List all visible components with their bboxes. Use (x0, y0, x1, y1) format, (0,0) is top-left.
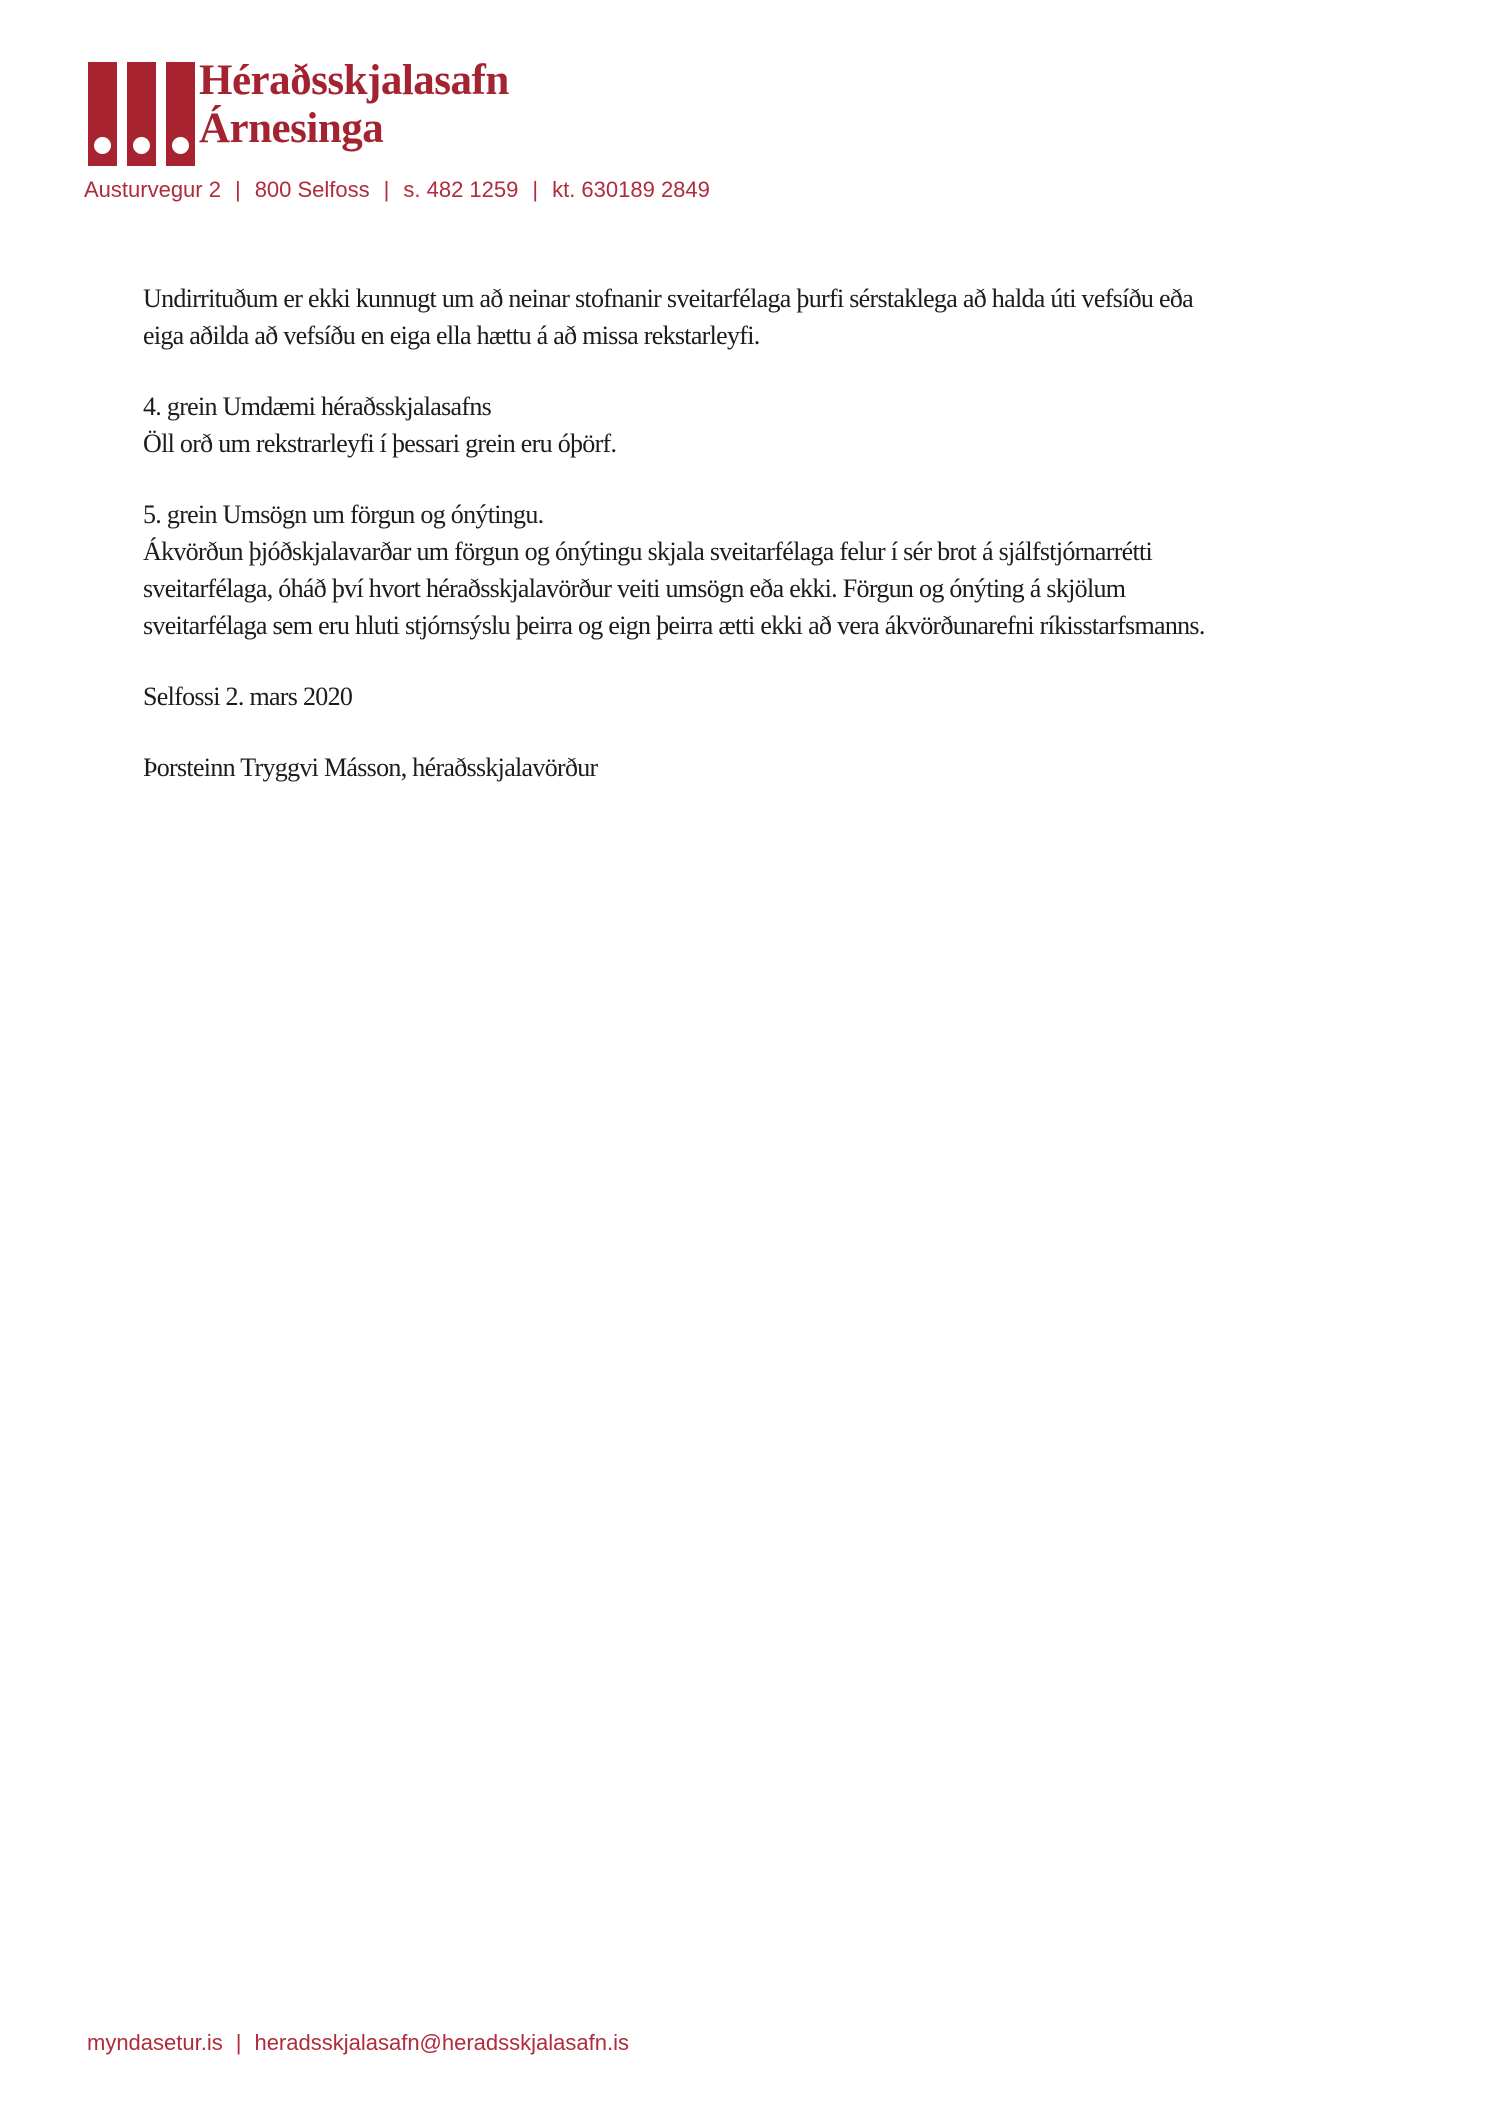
binder-icon (127, 62, 156, 166)
paragraph-dateline (143, 678, 1433, 715)
binder-icon (166, 62, 195, 166)
separator: | (383, 177, 390, 202)
binder-hole-icon (172, 137, 189, 154)
contact-postal: 800 Selfoss (254, 177, 370, 202)
footer-website: myndasetur.is (87, 2030, 223, 2055)
text-line: 4. grein Umdæmi héraðsskjalasafns (143, 392, 492, 421)
text-line: sveitarfélaga, óháð því hvort héraðsskjalavörður veiti umsögn eða ekki. Förgun og ónýting á skjölum (143, 574, 1126, 603)
dateline: Selfossi 2. mars 2020 (143, 682, 353, 711)
text-line: Öll orð um rekstrarleyfi í þessari grein eru óþörf. (143, 429, 617, 458)
separator: | (235, 2030, 242, 2055)
paragraph-article-5 (143, 496, 1433, 644)
paragraph-signature (143, 749, 1433, 786)
separator: | (532, 177, 539, 202)
footer-contact-line (87, 2030, 629, 2056)
text-line: Ákvörðun þjóðskjalavarðar um förgun og ónýtingu skjala sveitarfélaga felur í sér brot á sjálfstjórnarrétti (143, 537, 1153, 566)
text-line: Undirrituðum er ekki kunnugt um að neinar stofnanir sveitarfélaga þurfi sérstaklega að halda úti vefsíðu eða (143, 284, 1193, 313)
organization-name (199, 57, 509, 153)
binder-icon (88, 62, 117, 166)
footer-email: heradsskjalasafn@heradsskjalasafn.is (254, 2030, 629, 2055)
binder-hole-icon (94, 137, 111, 154)
paragraph-intro (143, 280, 1433, 354)
archive-binders-logo-icon (88, 62, 195, 166)
text-line: sveitarfélaga sem eru hluti stjórnsýslu þeirra og eign þeirra ætti ekki að vera ákvörðunarefni ríkisstarfsmanns. (143, 611, 1205, 640)
organization-name-line1: Héraðsskjalasafn (199, 57, 509, 104)
organization-name-line2: Árnesinga (199, 105, 384, 152)
signature: Þorsteinn Tryggvi Másson, héraðsskjalavörður (143, 753, 598, 782)
contact-address: Austurvegur 2 (84, 177, 221, 202)
text-line: 5. grein Umsögn um förgun og ónýtingu. (143, 500, 544, 529)
letter-body (143, 280, 1433, 820)
contact-phone: s. 482 1259 (403, 177, 519, 202)
binder-hole-icon (133, 137, 150, 154)
separator: | (234, 177, 241, 202)
text-line: eiga aðilda að vefsíðu en eiga ella hættu á að missa rekstarleyfi. (143, 321, 760, 350)
header-contact-line (84, 177, 710, 203)
paragraph-article-4 (143, 388, 1433, 462)
contact-kennitala: kt. 630189 2849 (552, 177, 710, 202)
